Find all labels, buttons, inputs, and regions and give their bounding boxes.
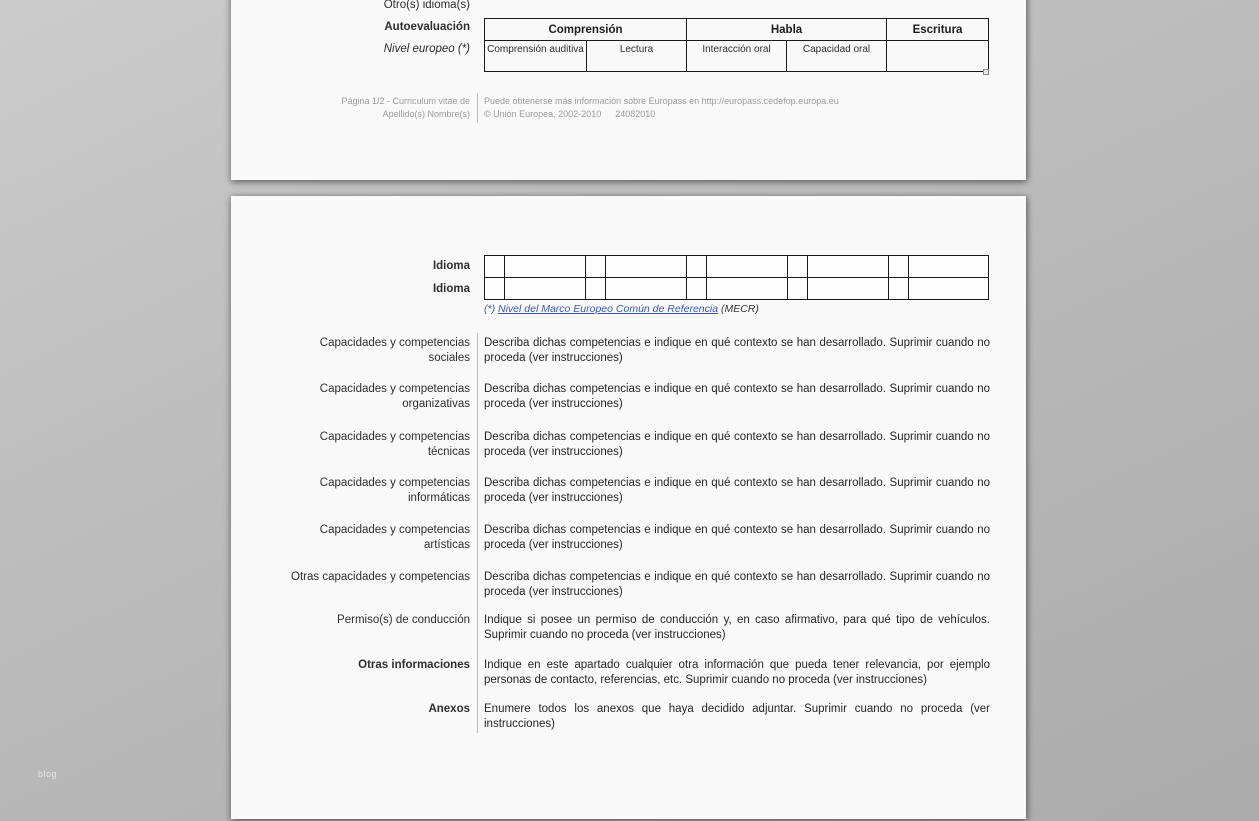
section-description: Describa dichas competencias e indique en qué contexto se han desarrollado. Suprimir cuando no proceda (ver instrucciones) [484, 383, 990, 410]
footer-copyright: © Unión Europea, 2002-2010 [484, 109, 602, 119]
section-description: Enumere todos los anexos que haya decidido adjuntar. Suprimir cuando no proceda (ver instrucciones) [484, 703, 990, 730]
level-name-cell [909, 278, 989, 300]
language-levels-table [484, 255, 989, 300]
language-row-2 [485, 278, 989, 300]
level-code-cell [788, 256, 808, 278]
level-code-cell [485, 278, 505, 300]
blog-watermark: blog [38, 769, 58, 779]
level-code-cell [788, 278, 808, 300]
section-description: Describa dichas competencias e indique en qué contexto se han desarrollado. Suprimir cuando no proceda (ver instrucciones) [484, 431, 990, 458]
document-page-1 [231, 0, 1026, 180]
european-level-label: Nivel europeo (*) [383, 43, 470, 55]
section-label: Capacidades y competencias informáticas [319, 477, 470, 504]
page-footer-right [484, 95, 1004, 121]
assessment-subheader-spoken-production: Capacidad oral [787, 41, 887, 72]
level-code-cell [889, 278, 909, 300]
section-description: Describa dichas competencias e indique en qué contexto se han desarrollado. Suprimir cuando no proceda (ver instrucciones) [484, 477, 990, 504]
mecr-link[interactable]: Nivel del Marco Europeo Común de Referencia [498, 303, 719, 315]
level-name-cell [808, 278, 889, 300]
section-label: Permiso(s) de conducción [337, 614, 470, 626]
table-resize-handle [983, 69, 989, 75]
level-code-cell [485, 256, 505, 278]
footer-owner-name: Apellido(s) Nombre(s) [382, 109, 470, 119]
footer-europass-info: Puede obtenerse más información sobre Europass en http://europass.cedefop.europa.eu [484, 96, 839, 106]
assessment-header-comprehension: Comprensión [485, 19, 687, 41]
level-name-cell [808, 256, 889, 278]
assessment-subheader-spoken-interaction: Interacción oral [687, 41, 787, 72]
level-code-cell [586, 278, 606, 300]
section-label: Capacidades y competencias técnicas [319, 431, 470, 458]
footer-page-number: Página 1/2 - Curriculum vitae de [341, 96, 470, 106]
mecr-note [484, 303, 759, 315]
level-name-cell [606, 278, 687, 300]
footer-divider-line [477, 93, 478, 123]
assessment-header-writing: Escritura [887, 19, 989, 41]
section-label: Capacidades y competencias organizativas [319, 383, 470, 410]
mecr-asterisk: (*) [484, 303, 496, 315]
section-description: Describa dichas competencias e indique en qué contexto se han desarrollado. Suprimir cuando no proceda (ver instrucciones) [484, 524, 990, 551]
language-row-1 [485, 256, 989, 278]
level-code-cell [889, 256, 909, 278]
assessment-subheader-listening: Comprensión auditiva [485, 41, 587, 72]
label-content-divider-line [477, 333, 478, 733]
document-page-2 [231, 196, 1026, 819]
section-label: Capacidades y competencias artísticas [319, 524, 470, 551]
section-label: Otras informaciones [358, 659, 470, 671]
level-code-cell [687, 256, 707, 278]
assessment-writing-empty-cell [887, 41, 989, 72]
level-name-cell [707, 278, 788, 300]
self-assessment-table [484, 18, 989, 72]
language-label-2: Idioma [432, 283, 470, 295]
language-label-1: Idioma [432, 260, 470, 272]
section-description: Indique si posee un permiso de conducción y, en caso afirmativo, para qué tipo de vehículos. Suprimir cuando no proceda (ver instrucciones) [484, 614, 990, 641]
level-code-cell [586, 256, 606, 278]
section-label: Otras capacidades y competencias [291, 571, 470, 583]
section-description: Describa dichas competencias e indique en qué contexto se han desarrollado. Suprimir cuando no proceda (ver instrucciones) [484, 571, 990, 598]
self-assessment-label: Autoevaluación [384, 21, 470, 33]
footer-date: 24082010 [615, 109, 656, 119]
assessment-header-speaking: Habla [687, 19, 887, 41]
assessment-subheader-reading: Lectura [587, 41, 687, 72]
mecr-suffix: (MECR) [720, 303, 759, 315]
section-label: Anexos [428, 703, 470, 715]
section-description: Describa dichas competencias e indique en qué contexto se han desarrollado. Suprimir cuando no proceda (ver instrucciones) [484, 337, 990, 364]
section-label: Capacidades y competencias sociales [319, 337, 470, 364]
level-name-cell [505, 278, 586, 300]
page-footer-left [250, 95, 470, 121]
level-name-cell [909, 256, 989, 278]
level-name-cell [606, 256, 687, 278]
level-code-cell [687, 278, 707, 300]
section-description: Indique en este apartado cualquier otra información que pueda tener relevancia, por ejemplo personas de contacto, referencias, etc. Suprimir cuando no proceda (ver instrucciones) [484, 659, 990, 686]
level-name-cell [707, 256, 788, 278]
other-languages-label: Otro(s) idioma(s) [383, 0, 470, 11]
level-name-cell [505, 256, 586, 278]
